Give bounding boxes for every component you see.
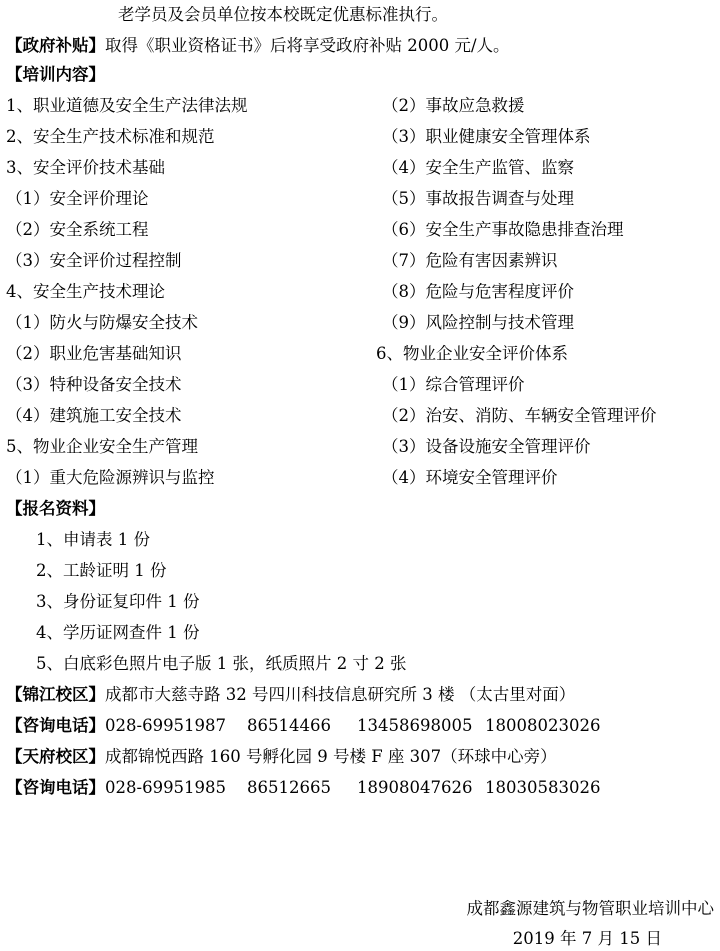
registration-item: 5、白底彩色照片电子版 1 张，纸质照片 2 寸 2 张 — [36, 654, 407, 673]
subsidy-label: 【政府补贴】 — [6, 36, 105, 55]
phone-number: 18008023026 — [485, 716, 601, 735]
phone-number: 86512665 — [247, 778, 331, 797]
phone-number: 028-69951985 — [105, 778, 227, 797]
training-item: （3）职业健康安全管理体系 — [382, 127, 591, 146]
phone-label: 【咨询电话】 — [6, 716, 105, 735]
training-item: 5、物业企业安全生产管理 — [6, 437, 198, 456]
campus-jinjiang-line — [6, 684, 575, 706]
training-item: （1）安全评价理论 — [6, 189, 149, 208]
training-item: （2）事故应急救援 — [382, 96, 525, 115]
training-item: （2）治安、消防、车辆安全管理评价 — [382, 406, 657, 425]
phone-label: 【咨询电话】 — [6, 778, 105, 797]
subsidy-line — [6, 35, 510, 57]
training-item: （1）防火与防爆安全技术 — [6, 313, 198, 332]
footer-organization: 成都鑫源建筑与物管职业培训中心 — [466, 899, 714, 918]
training-item: 2、安全生产技术标准和规范 — [6, 127, 215, 146]
campus-tianfu-line — [6, 746, 557, 768]
training-item: （3）安全评价过程控制 — [6, 251, 182, 270]
campus-address: 成都锦悦西路 160 号孵化园 9 号楼 F 座 307（环球中心旁） — [105, 747, 557, 766]
campus-address: 成都市大慈寺路 32 号四川科技信息研究所 3 楼 （太古里对面） — [105, 685, 576, 704]
training-item: 4、安全生产技术理论 — [6, 282, 165, 301]
phone-number: 18908047626 — [357, 778, 473, 797]
training-item: （2）职业危害基础知识 — [6, 344, 182, 363]
campus-label: 【锦江校区】 — [6, 685, 105, 704]
phone-line-jinjiang — [6, 715, 600, 737]
training-item: （3）设备设施安全管理评价 — [382, 437, 591, 456]
phone-number: 86514466 — [247, 716, 331, 735]
phone-number: 18030583026 — [485, 778, 601, 797]
training-item: （7）危险有害因素辨识 — [382, 251, 558, 270]
intro-tail-text: 老学员及会员单位按本校既定优惠标准执行。 — [118, 5, 448, 24]
training-item: 1、职业道德及安全生产法律法规 — [6, 96, 248, 115]
training-item: （1）重大危险源辨识与监控 — [6, 468, 215, 487]
training-item: （5）事故报告调查与处理 — [382, 189, 574, 208]
training-item: （4）安全生产监管、监察 — [382, 158, 574, 177]
training-heading: 【培训内容】 — [6, 65, 105, 84]
training-item: （4）环境安全管理评价 — [382, 468, 558, 487]
phone-number: 13458698005 — [357, 716, 473, 735]
phone-number: 028-69951987 — [105, 716, 227, 735]
subsidy-text: 取得《职业资格证书》后将享受政府补贴 2000 元/人。 — [105, 36, 510, 55]
registration-item: 3、身份证复印件 1 份 — [36, 592, 200, 611]
registration-item: 1、申请表 1 份 — [36, 530, 150, 549]
training-item: （9）风险控制与技术管理 — [382, 313, 574, 332]
registration-item: 4、学历证网查件 1 份 — [36, 623, 200, 642]
training-item: （4）建筑施工安全技术 — [6, 406, 182, 425]
training-item: 6、物业企业安全评价体系 — [376, 344, 568, 363]
campus-label: 【天府校区】 — [6, 747, 105, 766]
registration-item: 2、工龄证明 1 份 — [36, 561, 167, 580]
training-item: （3）特种设备安全技术 — [6, 375, 182, 394]
training-item: （6）安全生产事故隐患排查治理 — [382, 220, 624, 239]
registration-heading: 【报名资料】 — [6, 499, 105, 518]
training-item: 3、安全评价技术基础 — [6, 158, 165, 177]
training-item: （1）综合管理评价 — [382, 375, 525, 394]
footer-date: 2019 年 7 月 15 日 — [512, 929, 662, 948]
training-item: （8）危险与危害程度评价 — [382, 282, 574, 301]
training-item: （2）安全系统工程 — [6, 220, 149, 239]
phone-line-tianfu — [6, 777, 600, 799]
